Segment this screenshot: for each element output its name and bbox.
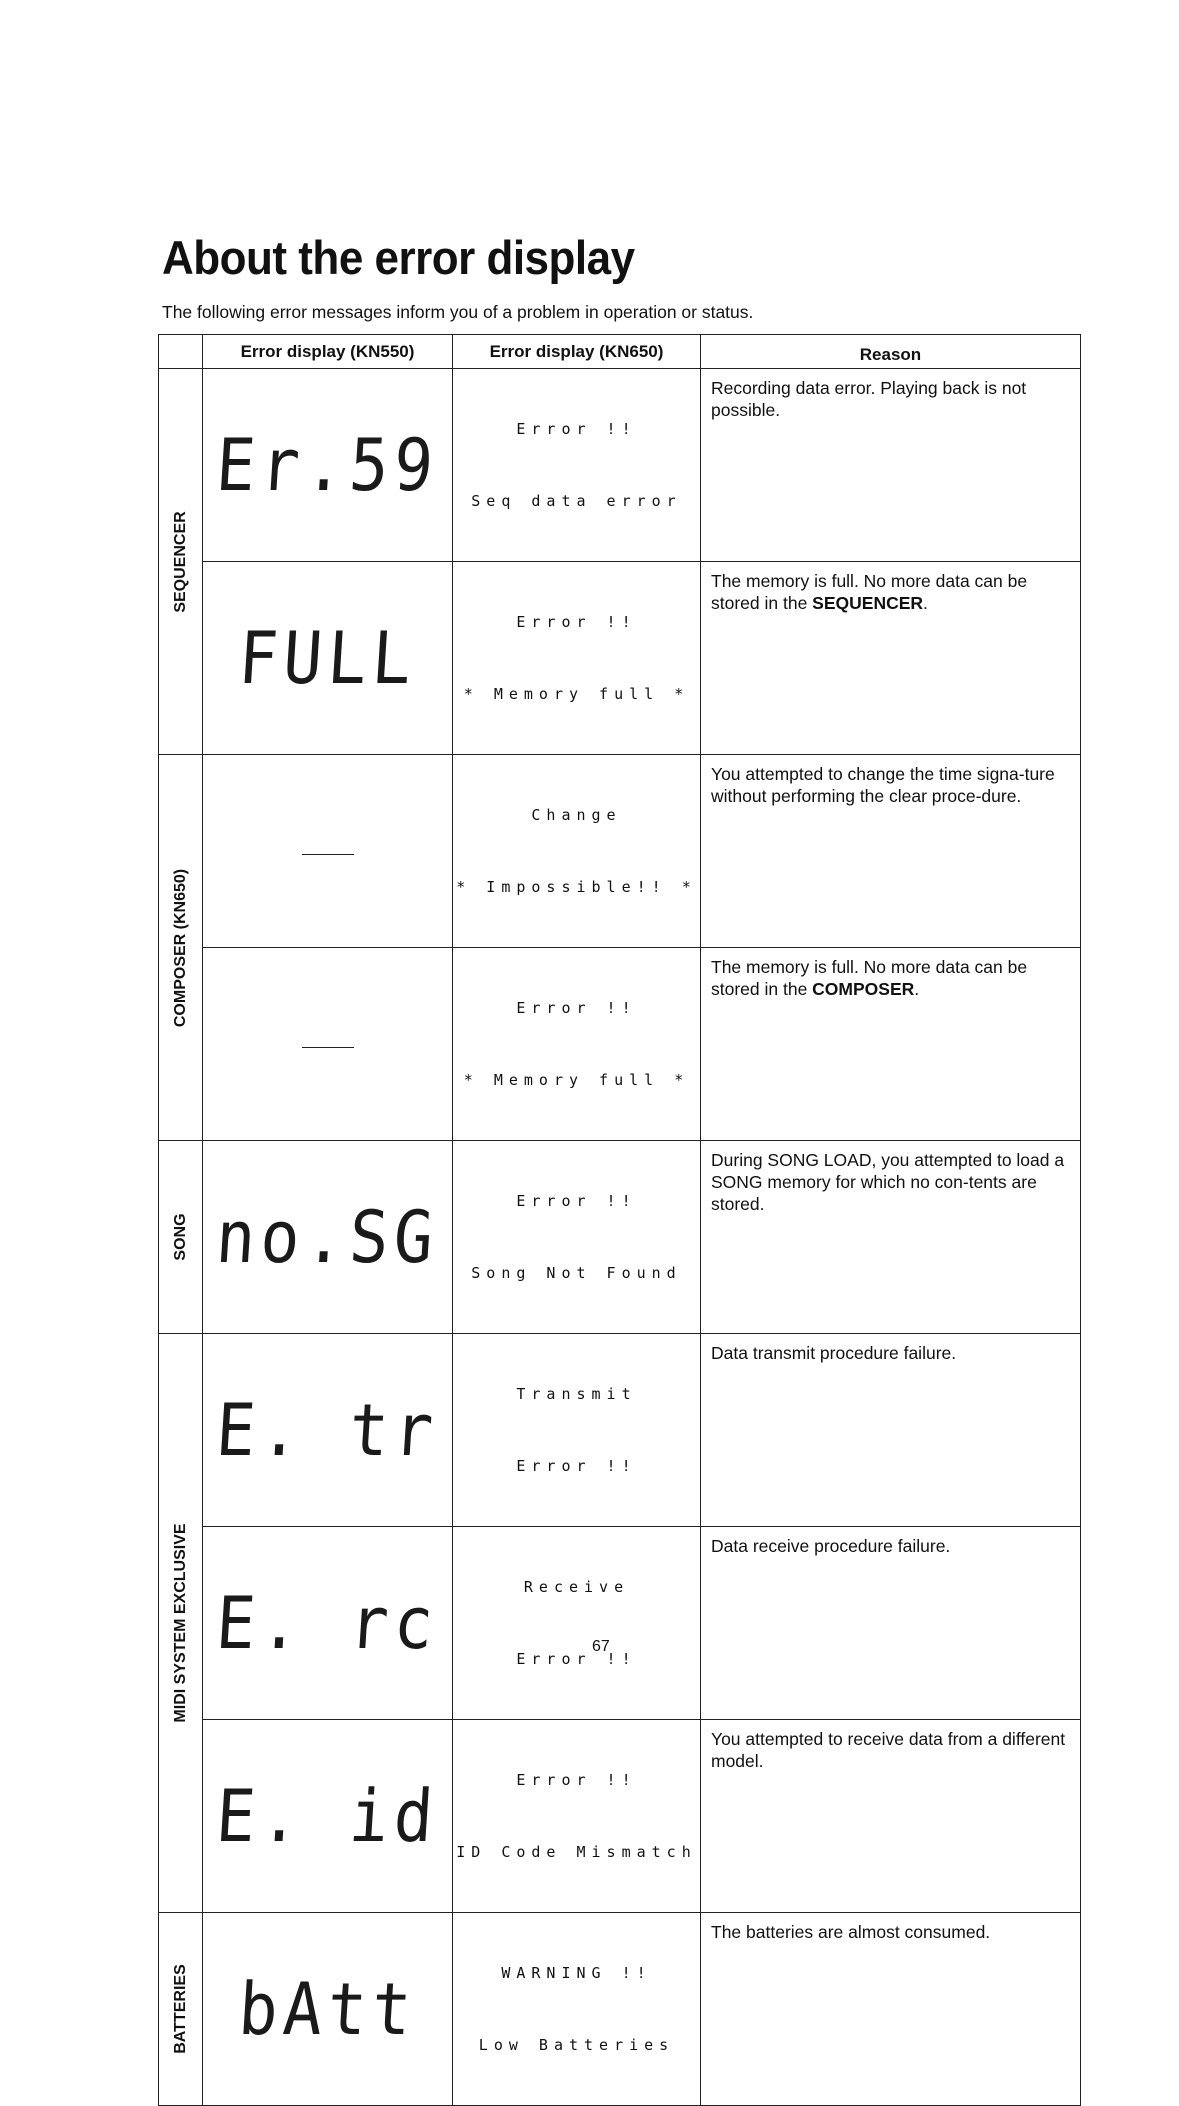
kn650-line1: Error !!: [516, 999, 637, 1017]
kn650-line2: Error !!: [516, 1650, 637, 1668]
kn650-line1: Change: [531, 806, 622, 824]
group-label: COMPOSER (KN650): [171, 868, 189, 1027]
kn550-display: [203, 562, 453, 755]
group-label: SONG: [171, 1213, 189, 1261]
page-title: About the error display: [162, 232, 635, 285]
reason-text: Data receive procedure failure.: [701, 1527, 1081, 1720]
kn550-display: [203, 1913, 453, 2106]
reason-text: During SONG LOAD, you attempted to load a SONG memory for which no con-tents are stored.: [701, 1141, 1081, 1334]
reason-text: Recording data error. Playing back is not possible.: [701, 369, 1081, 562]
group-label: MIDI SYSTEM EXCLUSIVE: [171, 1523, 189, 1723]
lcd-code: E. rc: [213, 1581, 442, 1665]
intro-text: The following error messages inform you of a problem in operation or status.: [162, 302, 754, 322]
kn650-display: [453, 1334, 701, 1527]
table-row: [159, 948, 1081, 1141]
kn550-display: [203, 1720, 453, 1913]
table-row: [159, 1334, 1081, 1527]
no-display-dash: [302, 854, 354, 855]
header-kn650: Error display (KN650): [453, 335, 701, 369]
lcd-code: Er.59: [213, 423, 442, 507]
group-composer: [159, 755, 203, 1141]
kn650-display: [453, 1527, 701, 1720]
table-row: [159, 1720, 1081, 1913]
kn650-display: [453, 1720, 701, 1913]
group-batteries: [159, 1913, 203, 2106]
kn650-line2: * Memory full *: [463, 685, 690, 703]
group-sequencer: [159, 369, 203, 755]
header-row: [159, 335, 1081, 369]
header-group: [159, 335, 203, 369]
reason-text: The batteries are almost consumed.: [701, 1913, 1081, 2106]
group-song: [159, 1141, 203, 1334]
kn650-display: [453, 1141, 701, 1334]
kn650-line1: Error !!: [516, 420, 637, 438]
lcd-code: bAtt: [236, 1967, 419, 2051]
kn650-line1: Receive: [523, 1578, 630, 1596]
kn650-display: [453, 1913, 701, 2106]
lcd-code: E. id: [213, 1774, 442, 1858]
kn650-line1: Error !!: [516, 1192, 637, 1210]
kn550-display: [203, 755, 453, 948]
group-label: SEQUENCER: [171, 510, 189, 613]
kn650-line2: * Impossible!! *: [456, 878, 697, 896]
table-row: [159, 1913, 1081, 2106]
kn650-line2: Low Batteries: [478, 2036, 675, 2054]
kn650-line1: WARNING !!: [501, 1964, 652, 1982]
reason-text: You attempted to change the time signa-ture without performing the clear proce-dure.: [701, 755, 1081, 948]
reason-text: The memory is full. No more data can be stored in the COMPOSER.: [701, 948, 1081, 1141]
kn650-line2: Song Not Found: [471, 1264, 682, 1282]
group-label: BATTERIES: [171, 1964, 189, 2054]
table-row: [159, 755, 1081, 948]
table-row: [159, 1527, 1081, 1720]
kn550-display: [203, 1141, 453, 1334]
error-table: [158, 334, 1081, 2106]
header-reason: Reason: [701, 335, 1081, 369]
kn550-display: [203, 369, 453, 562]
kn650-line1: Transmit: [516, 1385, 637, 1403]
no-display-dash: [302, 1047, 354, 1048]
kn550-display: [203, 1527, 453, 1720]
reason-text: Data transmit procedure failure.: [701, 1334, 1081, 1527]
kn650-line1: Error !!: [516, 613, 637, 631]
kn650-line2: ID Code Mismatch: [456, 1843, 697, 1861]
table-row: [159, 369, 1081, 562]
kn550-display: [203, 1334, 453, 1527]
kn650-line1: Error !!: [516, 1771, 637, 1789]
kn650-line2: Seq data error: [471, 492, 682, 510]
group-midi: [159, 1334, 203, 1913]
kn650-display: [453, 755, 701, 948]
kn650-display: [453, 562, 701, 755]
kn650-display: [453, 948, 701, 1141]
kn650-display: [453, 369, 701, 562]
kn650-line2: * Memory full *: [463, 1071, 690, 1089]
lcd-code: no.SG: [213, 1195, 442, 1279]
header-kn550: Error display (KN550): [203, 335, 453, 369]
table-row: [159, 1141, 1081, 1334]
lcd-code: E. tr: [213, 1388, 442, 1472]
reason-text: The memory is full. No more data can be stored in the SEQUENCER.: [701, 562, 1081, 755]
kn650-line2: Error !!: [516, 1457, 637, 1475]
page-number: 67: [592, 1638, 610, 1655]
lcd-code: FULL: [236, 616, 419, 700]
table-row: [159, 562, 1081, 755]
kn550-display: [203, 948, 453, 1141]
reason-text: You attempted to receive data from a different model.: [701, 1720, 1081, 1913]
